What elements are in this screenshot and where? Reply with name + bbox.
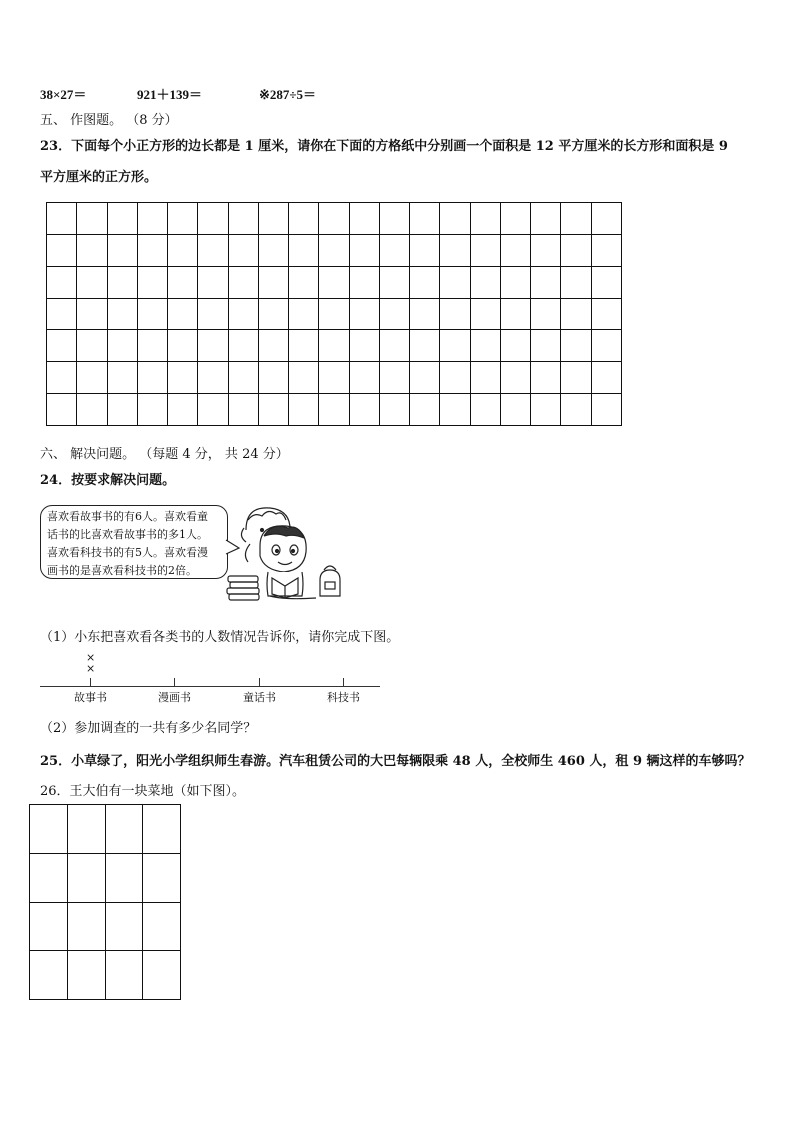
grid-cell bbox=[77, 298, 107, 330]
grid-cell bbox=[107, 203, 137, 235]
grid-cell bbox=[107, 298, 137, 330]
grid-cell bbox=[47, 330, 77, 362]
grid-cell bbox=[30, 853, 68, 902]
grid-cell bbox=[319, 362, 349, 394]
grid-cell bbox=[379, 203, 409, 235]
grid-cell bbox=[198, 234, 228, 266]
tally-mark-1: × bbox=[86, 651, 96, 664]
grid-cell bbox=[105, 853, 143, 902]
grid-cell bbox=[591, 203, 622, 235]
grid-cell bbox=[349, 234, 379, 266]
axis-tick bbox=[90, 678, 91, 686]
grid-cell bbox=[591, 394, 622, 426]
grid-cell bbox=[349, 362, 379, 394]
grid-cell bbox=[410, 203, 440, 235]
grid-cell bbox=[137, 234, 167, 266]
category-label-science: 科技书 bbox=[327, 691, 360, 704]
grid-cell bbox=[379, 394, 409, 426]
grid-cell bbox=[500, 203, 530, 235]
grid-cell bbox=[561, 298, 591, 330]
grid-cell bbox=[470, 394, 500, 426]
grid-cell bbox=[500, 362, 530, 394]
vegetable-plot-grid bbox=[29, 804, 181, 1000]
q26-text: 26．王大伯有一块菜地（如下图）。 bbox=[40, 784, 246, 799]
grid-cell bbox=[410, 266, 440, 298]
grid-cell bbox=[561, 362, 591, 394]
grid-cell bbox=[319, 330, 349, 362]
grid-cell bbox=[289, 330, 319, 362]
grid-cell bbox=[47, 266, 77, 298]
calc-item-2: 921＋139＝ bbox=[137, 87, 203, 102]
speech-line-3: 喜欢看科技书的有5人。喜欢看漫 bbox=[47, 546, 208, 559]
grid-cell bbox=[258, 203, 288, 235]
grid-cell bbox=[410, 394, 440, 426]
q24-title: 24．按要求解决问题。 bbox=[40, 473, 176, 488]
grid-cell bbox=[319, 234, 349, 266]
grid-cell bbox=[67, 902, 105, 951]
grid-cell bbox=[258, 234, 288, 266]
grid-cell bbox=[289, 362, 319, 394]
grid-cell bbox=[258, 266, 288, 298]
axis-tick bbox=[343, 678, 344, 686]
grid-cell bbox=[349, 298, 379, 330]
grid-cell bbox=[137, 330, 167, 362]
grid-cell bbox=[500, 266, 530, 298]
grid-cell bbox=[105, 902, 143, 951]
grid-cell bbox=[198, 266, 228, 298]
grid-cell bbox=[470, 330, 500, 362]
grid-cell bbox=[198, 203, 228, 235]
grid-cell bbox=[143, 951, 181, 1000]
grid-cell bbox=[440, 298, 470, 330]
grid-cell bbox=[500, 234, 530, 266]
grid-cell bbox=[168, 203, 198, 235]
grid-cell bbox=[198, 394, 228, 426]
grid-cell bbox=[228, 362, 258, 394]
grid-cell bbox=[349, 266, 379, 298]
grid-cell bbox=[258, 362, 288, 394]
grid-cell bbox=[531, 234, 561, 266]
grid-cell bbox=[137, 394, 167, 426]
grid-cell bbox=[591, 234, 622, 266]
grid-cell bbox=[500, 394, 530, 426]
axis-tick bbox=[174, 678, 175, 686]
grid-cell bbox=[47, 362, 77, 394]
grid-cell bbox=[561, 266, 591, 298]
grid-cell bbox=[228, 234, 258, 266]
grid-cell bbox=[107, 362, 137, 394]
grid-cell bbox=[168, 234, 198, 266]
square-grid-paper bbox=[46, 202, 622, 426]
grid-cell bbox=[379, 234, 409, 266]
grid-cell bbox=[30, 805, 68, 854]
grid-cell bbox=[137, 298, 167, 330]
speech-line-1: 喜欢看故事书的有6人。喜欢看童 bbox=[47, 510, 208, 523]
grid-cell bbox=[500, 298, 530, 330]
grid-cell bbox=[379, 298, 409, 330]
grid-cell bbox=[591, 298, 622, 330]
q23-text-line1: 23．下面每个小正方形的边长都是 1 厘米，请你在下面的方格纸中分别画一个面积是 12 平方厘米的长方形和面积是 9 bbox=[40, 139, 728, 154]
grid-cell bbox=[289, 394, 319, 426]
grid-cell bbox=[319, 266, 349, 298]
grid-cell bbox=[349, 394, 379, 426]
grid-cell bbox=[289, 298, 319, 330]
section5-title: 五、 作图题。 （8 分） bbox=[40, 113, 178, 128]
grid-cell bbox=[561, 203, 591, 235]
axis-tick bbox=[259, 678, 260, 686]
grid-cell bbox=[591, 266, 622, 298]
grid-cell bbox=[500, 330, 530, 362]
grid-cell bbox=[198, 298, 228, 330]
calc-item-1: 38×27＝ bbox=[40, 87, 87, 102]
grid-cell bbox=[561, 330, 591, 362]
grid-cell bbox=[168, 362, 198, 394]
grid-cell bbox=[440, 362, 470, 394]
grid-cell bbox=[228, 394, 258, 426]
grid-cell bbox=[531, 266, 561, 298]
grid-cell bbox=[47, 203, 77, 235]
grid-cell bbox=[591, 362, 622, 394]
grid-cell bbox=[379, 330, 409, 362]
grid-cell bbox=[228, 203, 258, 235]
grid-cell bbox=[531, 298, 561, 330]
grid-cell bbox=[289, 203, 319, 235]
grid-cell bbox=[30, 902, 68, 951]
grid-cell bbox=[531, 394, 561, 426]
category-label-fairytale: 童话书 bbox=[243, 691, 276, 704]
grid-cell bbox=[319, 394, 349, 426]
grid-cell bbox=[440, 203, 470, 235]
q25-text: 25．小草绿了，阳光小学组织师生春游。汽车租赁公司的大巴每辆限乘 48 人，全校师生 460 人，租 9 辆这样的车够吗？ bbox=[40, 754, 751, 769]
grid-cell bbox=[591, 330, 622, 362]
grid-cell bbox=[319, 298, 349, 330]
grid-cell bbox=[470, 266, 500, 298]
grid-cell bbox=[168, 394, 198, 426]
grid-cell bbox=[77, 266, 107, 298]
grid-cell bbox=[105, 805, 143, 854]
grid-cell bbox=[470, 298, 500, 330]
section6-title: 六、 解决问题。 （每题 4 分， 共 24 分） bbox=[40, 447, 289, 462]
grid-cell bbox=[77, 362, 107, 394]
grid-cell bbox=[67, 853, 105, 902]
grid-cell bbox=[531, 362, 561, 394]
grid-cell bbox=[168, 330, 198, 362]
grid-cell bbox=[107, 330, 137, 362]
grid-cell bbox=[105, 951, 143, 1000]
grid-cell bbox=[67, 805, 105, 854]
grid-cell bbox=[289, 266, 319, 298]
grid-cell bbox=[77, 203, 107, 235]
grid-cell bbox=[531, 203, 561, 235]
q24-part1: （1）小东把喜欢看各类书的人数情况告诉你，请你完成下图。 bbox=[40, 630, 400, 645]
calc-item-3: ※287÷5＝ bbox=[259, 87, 317, 102]
grid-cell bbox=[77, 330, 107, 362]
chart-axis-line bbox=[40, 686, 380, 687]
grid-cell bbox=[143, 805, 181, 854]
grid-cell bbox=[319, 203, 349, 235]
q23-text-line2: 平方厘米的正方形。 bbox=[40, 170, 158, 185]
grid-cell bbox=[410, 330, 440, 362]
grid-cell bbox=[258, 298, 288, 330]
grid-cell bbox=[440, 234, 470, 266]
grid-cell bbox=[30, 951, 68, 1000]
grid-cell bbox=[410, 298, 440, 330]
grid-cell bbox=[349, 203, 379, 235]
grid-cell bbox=[107, 234, 137, 266]
grid-cell bbox=[107, 266, 137, 298]
grid-cell bbox=[228, 266, 258, 298]
grid-cell bbox=[67, 951, 105, 1000]
grid-cell bbox=[379, 362, 409, 394]
grid-cell bbox=[198, 362, 228, 394]
grid-cell bbox=[77, 394, 107, 426]
grid-cell bbox=[349, 330, 379, 362]
grid-cell bbox=[228, 330, 258, 362]
grid-cell bbox=[470, 234, 500, 266]
q24-part2: （2）参加调查的一共有多少名同学？ bbox=[40, 721, 257, 736]
grid-cell bbox=[561, 394, 591, 426]
grid-cell bbox=[470, 203, 500, 235]
children-reading-illustration bbox=[224, 500, 354, 604]
grid-cell bbox=[168, 298, 198, 330]
speech-bubble bbox=[40, 505, 228, 579]
category-label-story: 故事书 bbox=[74, 691, 107, 704]
grid-cell bbox=[258, 330, 288, 362]
grid-cell bbox=[77, 234, 107, 266]
category-label-comic: 漫画书 bbox=[158, 691, 191, 704]
grid-cell bbox=[47, 394, 77, 426]
grid-cell bbox=[410, 234, 440, 266]
speech-line-2: 话书的比喜欢看故事书的多1人。 bbox=[47, 528, 208, 541]
grid-cell bbox=[258, 394, 288, 426]
grid-cell bbox=[47, 234, 77, 266]
grid-cell bbox=[143, 853, 181, 902]
grid-cell bbox=[470, 362, 500, 394]
grid-cell bbox=[440, 266, 470, 298]
grid-cell bbox=[440, 394, 470, 426]
speech-line-4: 画书的是喜欢看科技书的2倍。 bbox=[47, 564, 197, 577]
grid-cell bbox=[143, 902, 181, 951]
grid-cell bbox=[531, 330, 561, 362]
grid-cell bbox=[410, 362, 440, 394]
grid-cell bbox=[47, 298, 77, 330]
grid-cell bbox=[198, 330, 228, 362]
grid-cell bbox=[168, 266, 198, 298]
grid-cell bbox=[137, 362, 167, 394]
grid-cell bbox=[440, 330, 470, 362]
grid-cell bbox=[137, 203, 167, 235]
grid-cell bbox=[137, 266, 167, 298]
grid-cell bbox=[107, 394, 137, 426]
grid-cell bbox=[289, 234, 319, 266]
grid-cell bbox=[561, 234, 591, 266]
grid-cell bbox=[379, 266, 409, 298]
grid-cell bbox=[228, 298, 258, 330]
tally-mark-2: × bbox=[86, 662, 96, 675]
